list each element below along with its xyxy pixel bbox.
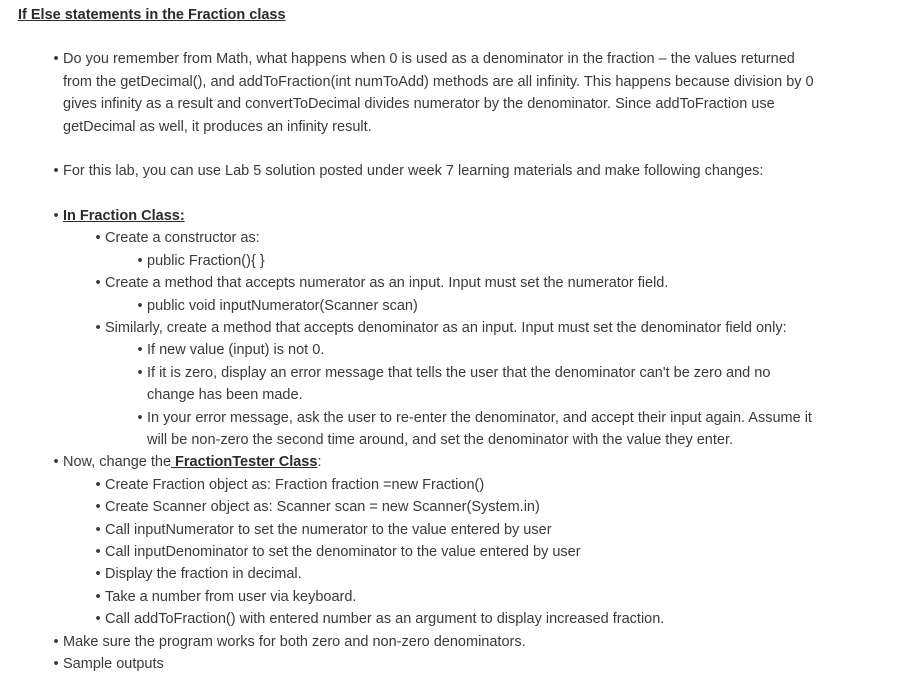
tester-suffix: : [317, 454, 322, 470]
bullet: • [95, 230, 101, 246]
list-item: Create a constructor as: [105, 230, 260, 246]
page-title: If Else statements in the Fraction class [18, 7, 286, 23]
list-item: Create Scanner object as: Scanner scan = new Scanner(System.in) [105, 499, 540, 515]
bullet: • [137, 410, 143, 426]
bullet: • [95, 320, 101, 336]
bullet: • [95, 499, 101, 515]
bullet: • [53, 454, 59, 470]
bullet: • [95, 275, 101, 291]
tester-prefix: Now, change the [63, 454, 172, 470]
list-item-continued: will be non-zero the second time around, and set the denominator with the value they enter. [147, 432, 733, 448]
closing-line: Make sure the program works for both zero and non-zero denominators. [63, 634, 526, 650]
bullet: • [95, 566, 101, 582]
intro-line: Do you remember from Math, what happens when 0 is used as a denominator in the fraction – the values returned [63, 51, 795, 67]
list-item: Take a number from user via keyboard. [105, 589, 357, 605]
bullet: • [95, 589, 101, 605]
list-item: public Fraction(){ } [147, 253, 265, 269]
list-item-continued: change has been made. [147, 387, 303, 403]
list-item: If new value (input) is not 0. [147, 342, 325, 358]
intro-line: getDecimal as well, it produces an infinity result. [63, 119, 372, 135]
fraction-class-heading: In Fraction Class: [63, 208, 185, 224]
closing-line: Sample outputs [63, 656, 164, 672]
bullet: • [53, 51, 59, 67]
list-item: Create a method that accepts numerator as an input. Input must set the numerator field. [105, 275, 669, 291]
bullet: • [95, 477, 101, 493]
list-item: If it is zero, display an error message that tells the user that the denominator can't be zero and no [147, 365, 771, 381]
list-item: Similarly, create a method that accepts denominator as an input. Input must set the denominator field only: [105, 320, 787, 336]
list-item: In your error message, ask the user to re-enter the denominator, and accept their input again. Assume it [147, 410, 812, 426]
bullet: • [137, 253, 143, 269]
lab-note: For this lab, you can use Lab 5 solution posted under week 7 learning materials and make following changes: [63, 163, 764, 179]
intro-line: gives infinity as a result and convertToDecimal divides numerator by the denominator. Since addToFraction use [63, 96, 775, 112]
bullet: • [137, 365, 143, 381]
intro-line: from the getDecimal(), and addToFraction(int numToAdd) methods are all infinity. This happens because division by 0 [63, 74, 814, 90]
list-item: Display the fraction in decimal. [105, 566, 302, 582]
list-item: Call inputNumerator to set the numerator to the value entered by user [105, 522, 552, 538]
bullet: • [95, 544, 101, 560]
bullet: • [53, 163, 59, 179]
bullet: • [53, 656, 59, 672]
list-item: public void inputNumerator(Scanner scan) [147, 298, 418, 314]
bullet: • [53, 208, 59, 224]
list-item: Call addToFraction() with entered number as an argument to display increased fraction. [105, 611, 665, 627]
tester-class-name: FractionTester Class [171, 454, 318, 470]
bullet: • [137, 298, 143, 314]
bullet: • [95, 522, 101, 538]
bullet: • [53, 634, 59, 650]
list-item: Call inputDenominator to set the denominator to the value entered by user [105, 544, 581, 560]
bullet: • [95, 611, 101, 627]
bullet: • [137, 342, 143, 358]
tester-heading-line [63, 451, 321, 473]
list-item: Create Fraction object as: Fraction fraction =new Fraction() [105, 477, 485, 493]
